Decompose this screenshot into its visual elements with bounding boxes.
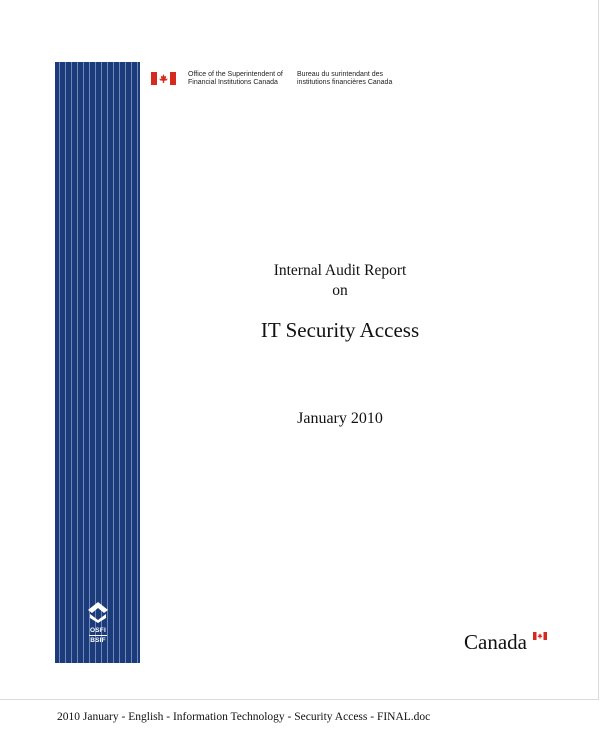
report-connector: on	[332, 282, 348, 299]
band-stripe	[83, 62, 84, 663]
osfi-divider	[89, 635, 107, 636]
org-name-french	[297, 71, 392, 87]
osfi-logo-icon	[84, 600, 112, 624]
org-en-line1: Office of the Superintendent of	[188, 71, 283, 78]
band-stripe	[71, 62, 72, 663]
report-date: January 2010	[297, 410, 383, 427]
osfi-acronyms	[80, 627, 116, 644]
osfi-acronym-fr: BSIF	[90, 637, 106, 644]
canada-wordmark: Canada	[464, 630, 527, 654]
canada-flag-icon	[151, 72, 176, 85]
band-stripe	[119, 62, 120, 663]
canada-wordmark-flag-icon	[533, 632, 547, 640]
report-type-title: Internal Audit Report	[273, 262, 407, 279]
band-stripe	[131, 62, 132, 663]
band-stripe	[137, 62, 138, 663]
band-stripe	[59, 62, 60, 663]
osfi-acronym-en: OSFI	[90, 627, 106, 634]
org-name-english	[188, 71, 283, 87]
band-stripe	[113, 62, 114, 663]
footer-filename: 2010 January - English - Information Technology - Security Access - FINAL.doc	[57, 711, 431, 723]
org-fr-line2: institutions financières Canada	[297, 79, 393, 86]
band-stripe	[65, 62, 66, 663]
band-stripe	[101, 62, 102, 663]
band-stripe	[77, 62, 78, 663]
band-stripe	[107, 62, 108, 663]
band-stripe	[95, 62, 96, 663]
side-band	[55, 62, 140, 663]
report-subject-title: IT Security Access	[260, 318, 420, 342]
org-fr-line1: Bureau du surintendant des	[297, 71, 384, 78]
osfi-logo	[80, 600, 116, 650]
org-en-line2: Financial Institutions Canada	[188, 79, 278, 86]
band-stripe	[89, 62, 90, 663]
band-stripe	[125, 62, 126, 663]
